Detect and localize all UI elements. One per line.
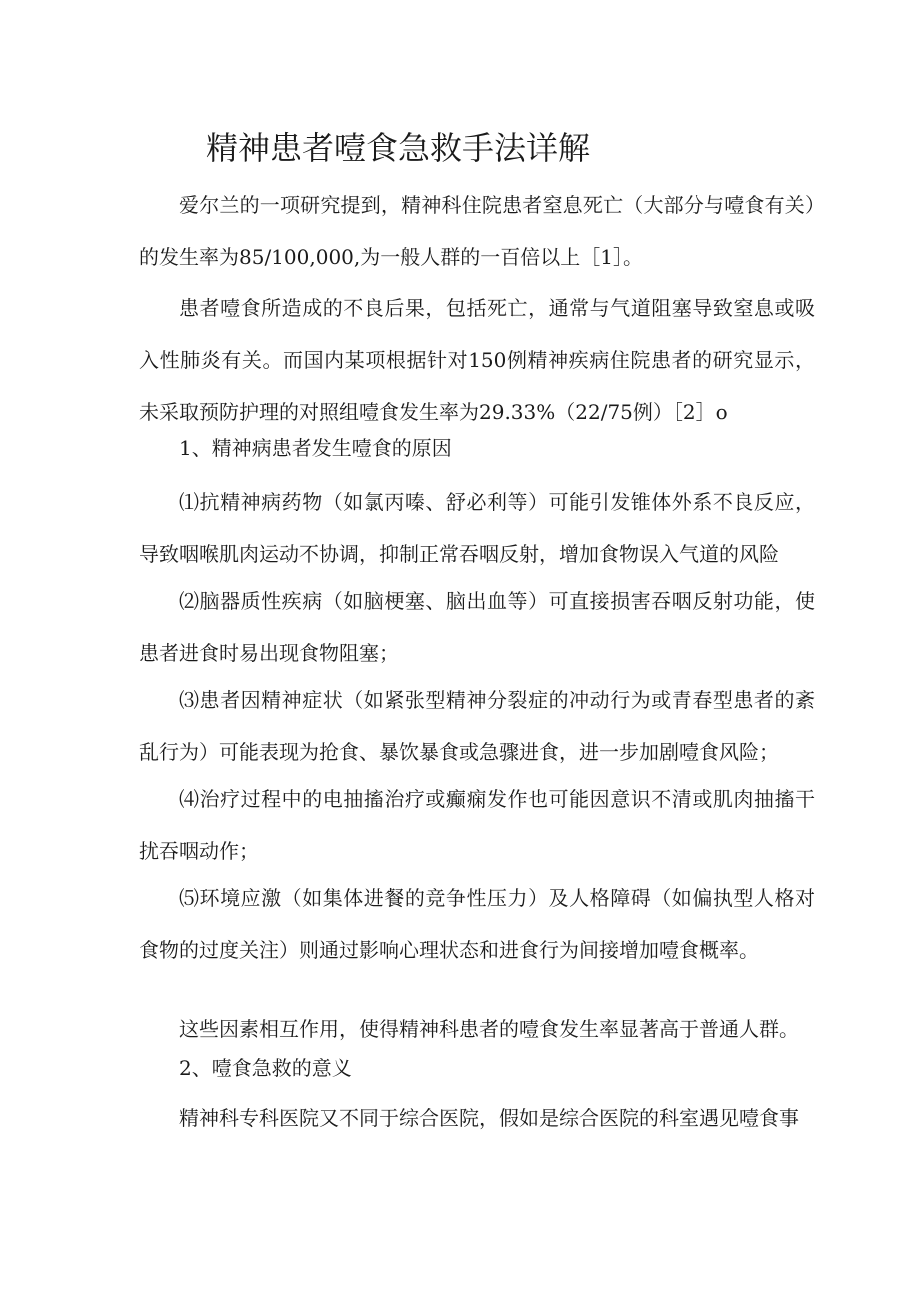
document-title: 精神患者噎食急救手法详解: [206, 129, 591, 167]
paragraph-cause-5: ⑸环境应激（如集体进餐的竞争性压力）及人格障碍（如偏执型人格对食物的过度关注）则通过影响心理状态和进食行为间接增加噎食概率。: [139, 886, 815, 962]
paragraph-cause-1: ⑴抗精神病药物（如氯丙嗪、舒必利等）可能引发锥体外系不良反应，导致咽喉肌肉运动不协调，抑制正常吞咽反射，增加食物误入气道的风险: [139, 490, 815, 566]
section-heading-significance: 2、噎食急救的意义: [179, 1056, 352, 1080]
section-heading-causes: 1、精神病患者发生噎食的原因: [179, 436, 452, 460]
paragraph-significance: 精神科专科医院又不同于综合医院，假如是综合医院的科室遇见噎食事: [179, 1106, 799, 1130]
paragraph-cause-4: ⑷治疗过程中的电抽搐治疗或癫痫发作也可能因意识不清或肌肉抽搐干扰吞咽动作；: [139, 787, 815, 863]
paragraph-intro-study: 爱尔兰的一项研究提到，精神科住院患者窒息死亡（大部分与噎食有关）的发生率为85/100,000,为一般人群的一百倍以上［1］。: [139, 193, 815, 269]
paragraph-cause-2: ⑵脑器质性疾病（如脑梗塞、脑出血等）可直接损害吞咽反射功能，使患者进食时易出现食物阻塞；: [139, 589, 815, 665]
paragraph-intro-consequences: 患者噎食所造成的不良后果，包括死亡，通常与气道阻塞导致窒息或吸入性肺炎有关。而国内某项根据针对150例精神疾病住院患者的研究显示，未采取预防护理的对照组噎食发生率为29.33%（22/75例）［2］o: [139, 296, 815, 424]
paragraph-summary: 这些因素相互作用，使得精神科患者的噎食发生率显著高于普通人群。: [179, 1017, 799, 1041]
paragraph-cause-3: ⑶患者因精神症状（如紧张型精神分裂症的冲动行为或青春型患者的紊乱行为）可能表现为抢食、暴饮暴食或急骤进食，进一步加剧噎食风险；: [139, 688, 815, 764]
